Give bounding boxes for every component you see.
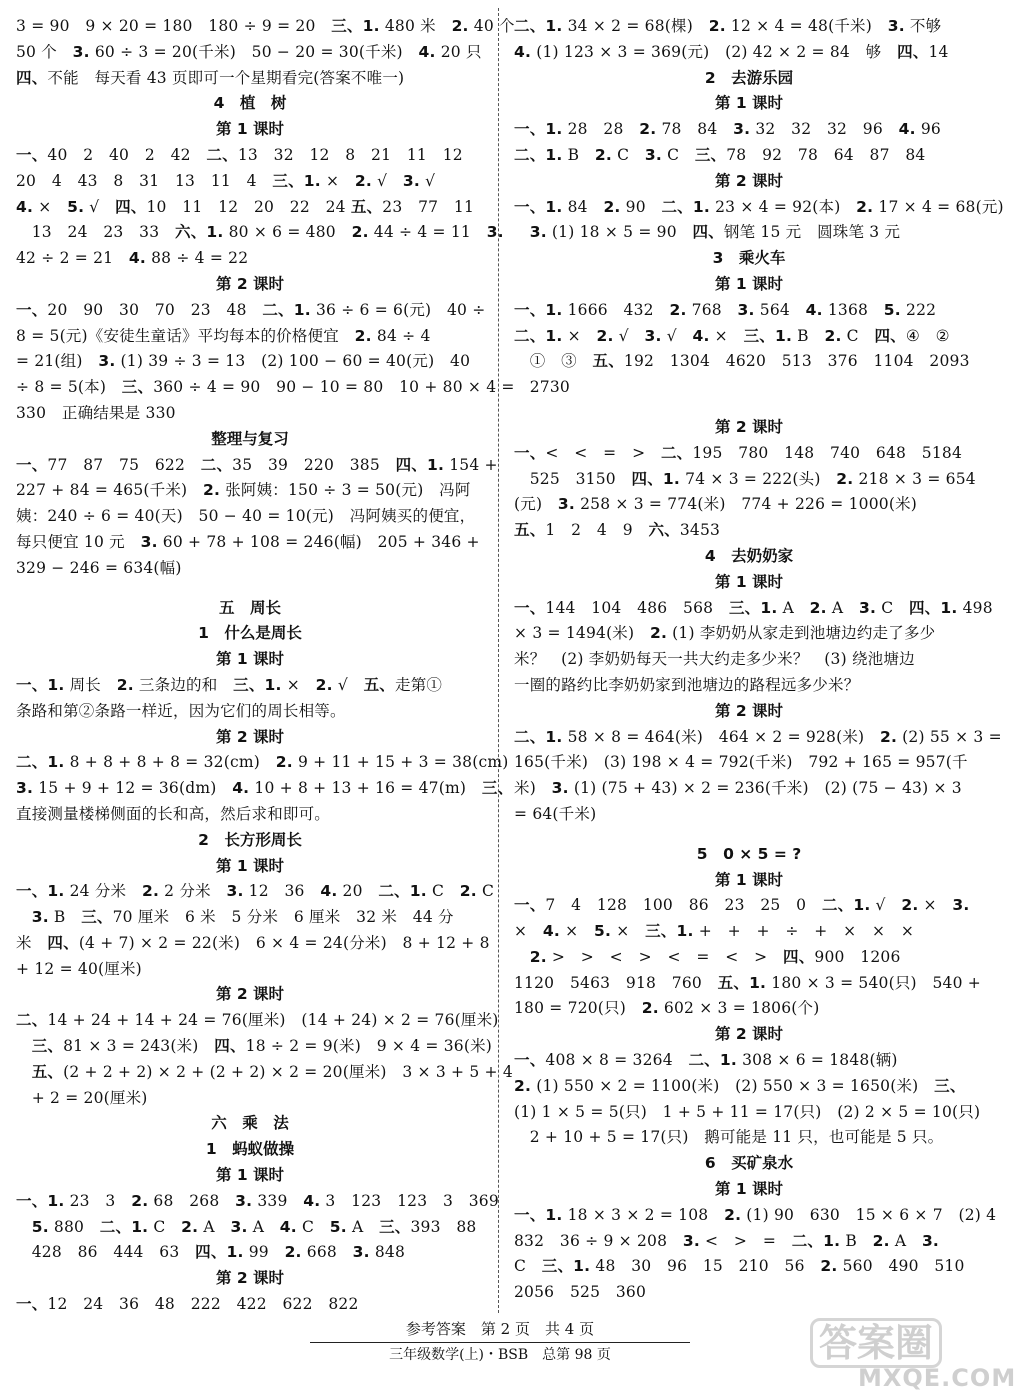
left-column — [16, 14, 515, 1318]
answer-line: (元) 3. 258 × 3 = 774(米) 774 + 226 = 1000(米) — [514, 495, 918, 514]
answer-line: (1) 1 × 5 = 5(只) 1 + 5 + 11 = 17(只) (2) 2 × 5 = 10(只) — [514, 1102, 981, 1121]
answer-line: 米 四、(4 + 7) × 2 = 22(米) 6 × 4 = 24(分米) 8 + 12 + 8 — [16, 933, 490, 952]
answer-line: 二、1. 58 × 8 = 464(米) 464 × 2 = 928(米) 2. (2) 55 × 3 = — [514, 727, 1002, 746]
section-heading: 4 去奶奶家 — [704, 546, 794, 565]
answer-line: 条路和第②条路一样近，因为它们的周长相等。 — [16, 701, 346, 720]
answer-line: 3. 15 + 9 + 12 = 36(dm) 4. 10 + 8 + 13 + 16 = 47(m) 三、 — [16, 779, 514, 798]
footer-rule — [310, 1342, 690, 1343]
answer-line: 五、1 2 4 9 六、3453 — [514, 521, 721, 540]
answer-line: 二、1. 34 × 2 = 68(棵) 2. 12 × 4 = 48(千米) 3. 不够 — [514, 17, 942, 35]
section-heading: 第 1 课时 — [215, 856, 285, 875]
watermark-logo — [810, 1318, 1016, 1394]
answer-line: 330 正确结果是 330 — [16, 403, 176, 422]
answer-line: 42 ÷ 2 = 21 4. 88 ÷ 4 = 22 — [16, 249, 249, 268]
spacer — [514, 401, 984, 415]
page-footer — [310, 1318, 690, 1366]
answer-line: 一、408 × 8 = 3264 二、1. 308 × 6 = 1848(辆) — [514, 1051, 898, 1070]
answer-line: 165(千米) (3) 198 × 4 = 792(千米) 792 + 165 = 957(千 — [514, 753, 968, 772]
section-heading: 2 去游乐园 — [704, 68, 794, 87]
answer-line: 一、1. 18 × 3 × 2 = 108 2. (1) 90 630 15 × 6 × 7 (2) 4 — [514, 1205, 997, 1224]
section-heading: 第 2 课时 — [215, 274, 285, 293]
answer-line: 米？ (2) 李奶奶每天一共大约走多少米？ (3) 绕池塘边 — [514, 650, 915, 669]
answer-line: × 4. × 5. × 三、1. + + + ÷ + × × × — [514, 922, 915, 941]
answer-line: 一圈的路约比李奶奶家到池塘边的路程远多少米？ — [514, 675, 860, 694]
answer-line: 3 = 90 9 × 20 = 180 180 ÷ 9 = 20 三、1. 480 米 2. 40 个 — [16, 17, 515, 35]
answer-line: 13 24 23 33 六、1. 80 × 6 = 480 2. 44 ÷ 4 = 11 3. — [16, 223, 504, 242]
section-heading: 第 1 课时 — [215, 650, 285, 669]
section-heading: 6 买矿泉水 — [704, 1154, 794, 1173]
answer-line: 525 3150 四、1. 74 × 3 = 222(头) 2. 218 × 3 = 654 — [514, 469, 976, 488]
answer-line: 一、1. 28 28 2. 78 84 3. 32 32 32 96 4. 96 — [514, 120, 941, 139]
answer-line: 二、1. × 2. √ 3. √ 4. × 三、1. B 2. C 四、④ ② — [514, 326, 950, 345]
section-heading: 六 乘 法 — [211, 1114, 289, 1133]
answer-line: × 3 = 1494(米) 2. (1) 李奶奶从家走到池塘边约走了多少 — [514, 624, 936, 643]
answer-line: 5. 880 二、1. C 2. A 3. A 4. C 5. A 三、393 88 — [31, 1217, 477, 1236]
answer-line: + 2 = 20(厘米) — [16, 1088, 148, 1107]
answer-line: 一、77 87 75 622 二、35 39 220 385 四、1. 154 + — [16, 455, 498, 474]
section-heading: 第 1 课时 — [714, 870, 784, 889]
answer-line: 每只便宜 10 元 3. 60 + 78 + 108 = 246(幅) 205 + 346 + — [16, 532, 480, 551]
answer-line: 20 4 43 8 31 13 11 4 三、1. × 2. √ 3. √ — [16, 171, 436, 190]
footer-book-info: 三年级数学(上)・BSB 总第 98 页 — [389, 1347, 611, 1363]
answer-line: 4. (1) 123 × 3 = 369(元) (2) 42 × 2 = 84 够 四、14 — [514, 42, 949, 61]
answer-line: 四、不能 每天看 43 页即可一个星期看完(答案不唯一) — [16, 68, 405, 87]
section-heading: 第 2 课时 — [215, 1269, 285, 1288]
answer-line: 1120 5463 918 760 五、1. 180 × 3 = 540(只) 540 + — [514, 973, 981, 992]
answer-line: 一、1. 1666 432 2. 768 3. 564 4. 1368 5. 222 — [514, 300, 937, 319]
answer-line: 二、1. B 2. C 3. C 三、78 92 78 64 87 84 — [514, 145, 926, 164]
answer-line: 三、81 × 3 = 243(米) 四、18 ÷ 2 = 9(米) 9 × 4 = 36(米) — [31, 1037, 493, 1056]
answer-line: 二、1. 8 + 8 + 8 + 8 = 32(cm) 2. 9 + 11 + 15 + 3 = 38(cm) — [16, 753, 509, 772]
answer-line: ① ③ 五、192 1304 4620 513 376 1104 2093 — [514, 352, 970, 371]
spacer — [514, 828, 984, 842]
answer-line: ÷ 8 = 5(本) 三、360 ÷ 4 = 90 90 − 10 = 80 10 + 80 × 4 = — [16, 378, 515, 397]
answer-line: 一、7 4 128 100 86 23 25 0 二、1. √ 2. × 3. — [514, 896, 970, 915]
answer-line: 一、1. 23 3 2. 68 268 3. 339 4. 3 123 123 3 369 — [16, 1191, 499, 1210]
answer-line: 329 − 246 = 634(幅) — [16, 558, 182, 577]
section-heading: 5 0 × 5 = ? — [696, 844, 802, 863]
answer-line: 直接测量楼梯侧面的长和高，然后求和即可。 — [16, 804, 331, 823]
answer-line: 一、20 90 30 70 23 48 二、1. 36 ÷ 6 = 6(元) 40 ÷ — [16, 300, 486, 319]
answer-line: C 三、1. 48 30 96 15 210 56 2. 560 490 510 — [514, 1257, 965, 1276]
answer-line: 2 + 10 + 5 = 17(只) 鹅可能是 11 只，也可能是 5 只。 — [514, 1128, 944, 1147]
section-heading: 第 1 课时 — [714, 1180, 784, 1199]
section-heading: 第 2 课时 — [714, 171, 784, 190]
spacer — [16, 582, 484, 596]
answer-line: + 12 = 40(厘米) — [16, 959, 142, 978]
section-heading: 第 2 课时 — [714, 701, 784, 720]
section-heading: 3 乘火车 — [712, 249, 786, 268]
section-heading: 第 1 课时 — [714, 572, 784, 591]
answer-line: 2730 — [514, 378, 570, 397]
section-heading: 1 什么是周长 — [198, 624, 302, 643]
answer-line: 一、12 24 36 48 222 422 622 822 — [16, 1295, 359, 1314]
section-heading: 整理与复习 — [211, 429, 289, 448]
column-divider — [498, 8, 499, 1313]
watermark-url: MXQE.COM — [858, 1364, 1016, 1392]
watermark-text: 答案圈 — [810, 1318, 942, 1368]
section-heading: 第 2 课时 — [215, 727, 285, 746]
section-heading: 1 蚂蚁做操 — [205, 1140, 295, 1159]
answer-line: 五、(2 + 2 + 2) × 2 + (2 + 2) × 2 = 20(厘米) 3 × 3 + 5 + 4 — [31, 1062, 513, 1081]
section-heading: 第 1 课时 — [714, 274, 784, 293]
footer-page-info: 参考答案 第 2 页 共 4 页 — [405, 1320, 595, 1338]
answer-line: 二、14 + 24 + 14 + 24 = 76(厘米) (14 + 24) × 2 = 76(厘米) — [16, 1011, 499, 1030]
answer-line: 姨：240 ÷ 6 = 40(天) 50 − 40 = 10(元) 冯阿姨买的便宜， — [16, 507, 476, 526]
answer-line: 50 个 3. 60 ÷ 3 = 20(千米) 50 − 20 = 30(千米) 4. 20 只 — [16, 42, 482, 61]
answer-line: 3. B 三、70 厘米 6 米 5 分米 6 厘米 32 米 44 分 — [31, 908, 454, 927]
answer-line: 8 = 5(元)《安徒生童话》平均每本的价格便宜 2. 84 ÷ 4 — [16, 326, 431, 345]
answer-line: 一、1. 84 2. 90 二、1. 23 × 4 = 92(本) 2. 17 × 4 = 68(元) — [514, 197, 1004, 216]
answer-line: 一、1. 24 分米 2. 2 分米 3. 12 36 4. 20 二、1. C 2. C — [16, 882, 494, 901]
answer-line: 180 = 720(只) 2. 602 × 3 = 1806(个) — [514, 999, 820, 1018]
answer-line: 2056 525 360 — [514, 1283, 647, 1302]
answer-line: = 64(千米) — [514, 804, 597, 823]
section-heading: 第 2 课时 — [714, 417, 784, 436]
section-heading: 第 2 课时 — [714, 1025, 784, 1044]
section-heading: 4 植 树 — [213, 94, 287, 113]
answer-line: 227 + 84 = 465(千米) 2. 张阿姨：150 ÷ 3 = 50(元) 冯阿 — [16, 481, 471, 500]
right-column — [514, 14, 1004, 1306]
section-heading: 第 1 课时 — [714, 94, 784, 113]
answer-line: 832 36 ÷ 9 × 208 3. < > = 二、1. B 2. A 3. — [514, 1231, 940, 1250]
answer-line: 一、144 104 486 568 三、1. A 2. A 3. C 四、1. 498 — [514, 598, 993, 617]
section-heading: 五 周长 — [218, 598, 281, 617]
section-heading: 第 1 课时 — [215, 1166, 285, 1185]
answer-line: 一、1. 周长 2. 三条边的和 三、1. × 2. √ 五、走第① — [16, 675, 443, 694]
answer-line: 一、40 2 40 2 42 二、13 32 12 8 21 11 12 — [16, 145, 463, 164]
answer-line: 2. > > < > < = < > 四、900 1206 — [529, 947, 901, 966]
answer-line: 一、< < = > 二、195 780 148 740 648 5184 — [514, 443, 963, 462]
answer-line: 4. × 5. √ 四、10 11 12 20 22 24 五、23 77 11 — [16, 197, 475, 216]
answer-line: 2. (1) 550 × 2 = 1100(米) (2) 550 × 3 = 1650(米) 三、 — [514, 1076, 966, 1095]
answer-line: 3. (1) 18 × 5 = 90 四、钢笔 15 元 圆珠笔 3 元 — [529, 223, 901, 242]
section-heading: 第 1 课时 — [215, 120, 285, 139]
answer-line: 428 86 444 63 四、1. 99 2. 668 3. 848 — [16, 1243, 406, 1262]
answer-line: = 21(组) 3. (1) 39 ÷ 3 = 13 (2) 100 − 60 = 40(元) 40 — [16, 352, 471, 371]
section-heading: 第 2 课时 — [215, 985, 285, 1004]
answer-line: 米) 3. (1) (75 + 43) × 2 = 236(千米) (2) (75 − 43) × 3 — [514, 779, 962, 798]
section-heading: 2 长方形周长 — [198, 830, 302, 849]
